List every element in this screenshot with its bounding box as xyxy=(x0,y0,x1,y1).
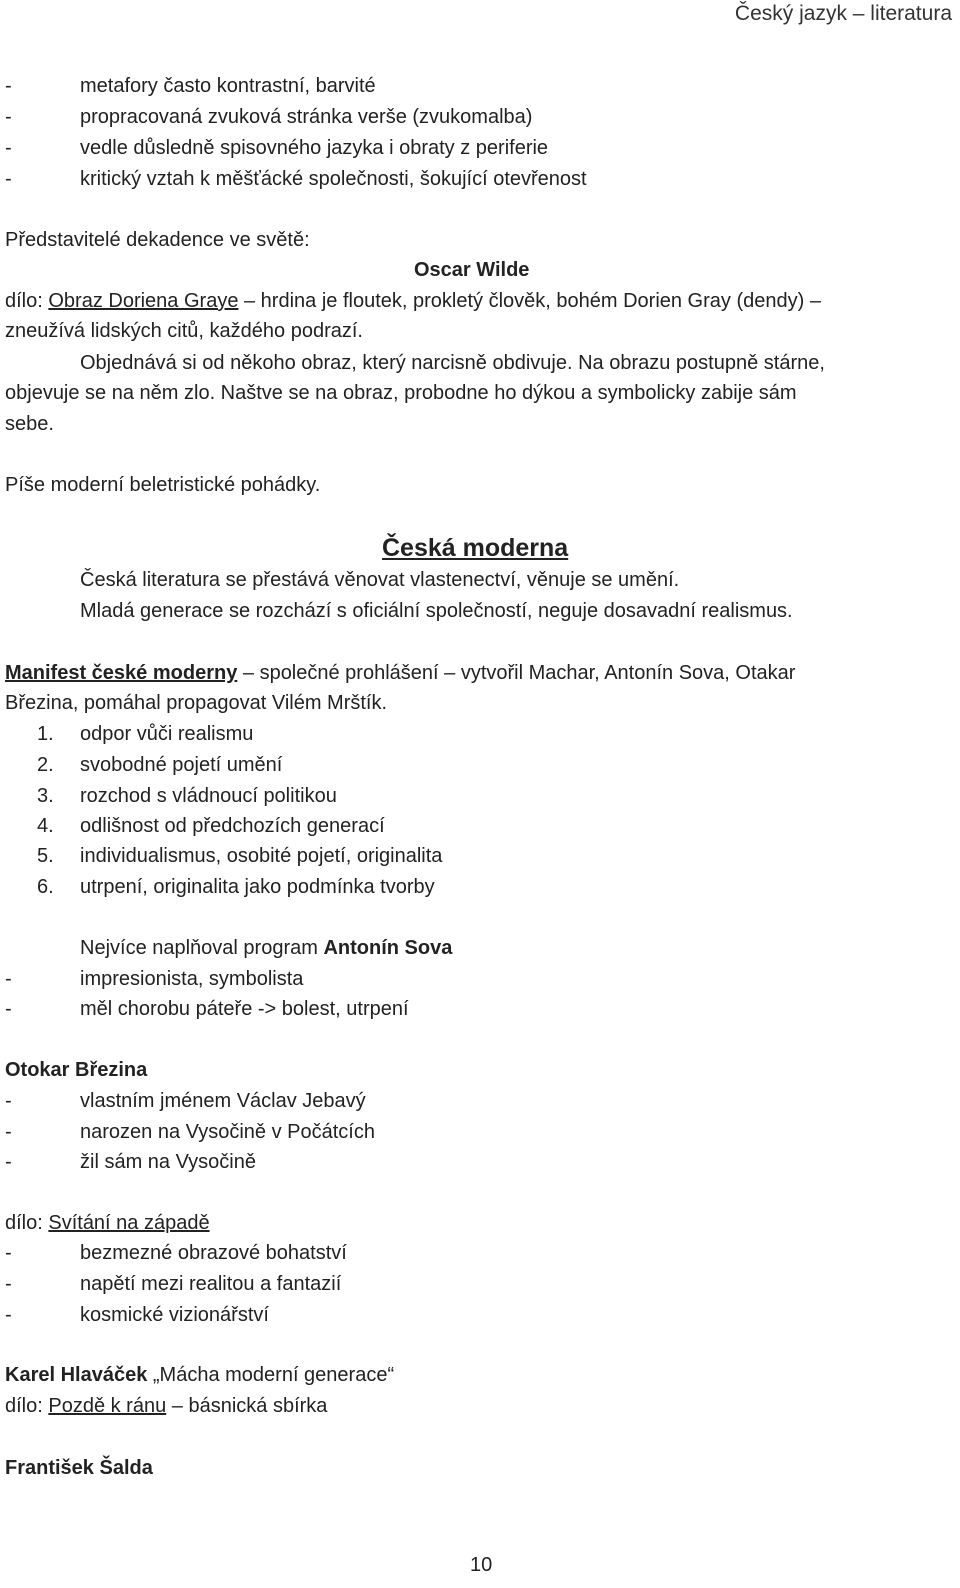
page-number: 10 xyxy=(470,1554,493,1576)
author-heading-wilde: Oscar Wilde xyxy=(414,259,530,281)
wilde-work-line: dílo: Obraz Doriena Graye – hrdina je floutek, prokletý člověk, bohém Dorien Gray (dendy) – xyxy=(5,290,821,312)
manifest-title: Manifest české moderny xyxy=(5,662,238,684)
manifest-line-2: Březina, pomáhal propagovat Vilém Mrštík. xyxy=(5,692,388,714)
sova-line: Nejvíce naplňoval program Antonín Sova xyxy=(80,937,453,959)
work-title: Obraz Doriena Graye xyxy=(48,290,239,312)
moderna-line: Mladá generace se rozchází s oficiální společností, neguje dosavadní realismus. xyxy=(80,600,793,622)
wilde-tales: Píše moderní beletristické pohádky. xyxy=(5,474,321,496)
wilde-work-line-2: zneužívá lidských citů, každého podrazí. xyxy=(5,320,363,342)
moderna-line: Česká literatura se přestává věnovat vlastenectví, věnuje se umění. xyxy=(80,569,680,591)
author-heading-brezina: Otokar Březina xyxy=(5,1059,148,1081)
manifest-line: Manifest české moderny – společné prohlášení – vytvořil Machar, Antonín Sova, Otakar xyxy=(5,662,796,684)
work-title: Svítání na západě xyxy=(48,1212,210,1234)
decadence-heading: Představitelé dekadence ve světě: xyxy=(5,229,310,251)
hlavacek-work-line: dílo: Pozdě k ránu – básnická sbírka xyxy=(5,1395,328,1417)
section-title-ceska-moderna: Česká moderna xyxy=(382,534,569,562)
story-line: Objednává si od někoho obraz, který narcisně obdivuje. Na obrazu postupně stárne, xyxy=(80,352,825,374)
page-header: Český jazyk – literatura xyxy=(734,2,952,25)
story-line: sebe. xyxy=(5,413,54,435)
author-name-sova: Antonín Sova xyxy=(323,937,453,959)
author-heading-salda: František Šalda xyxy=(5,1457,153,1479)
story-line: objevuje se na něm zlo. Naštve se na obraz, probodne ho dýkou a symbolicky zabije sám xyxy=(5,382,797,404)
work-title: Pozdě k ránu xyxy=(48,1395,167,1417)
author-heading-hlavacek: Karel Hlaváček „Mácha moderní generace“ xyxy=(5,1364,395,1386)
brezina-work-line: dílo: Svítání na západě xyxy=(5,1212,210,1234)
